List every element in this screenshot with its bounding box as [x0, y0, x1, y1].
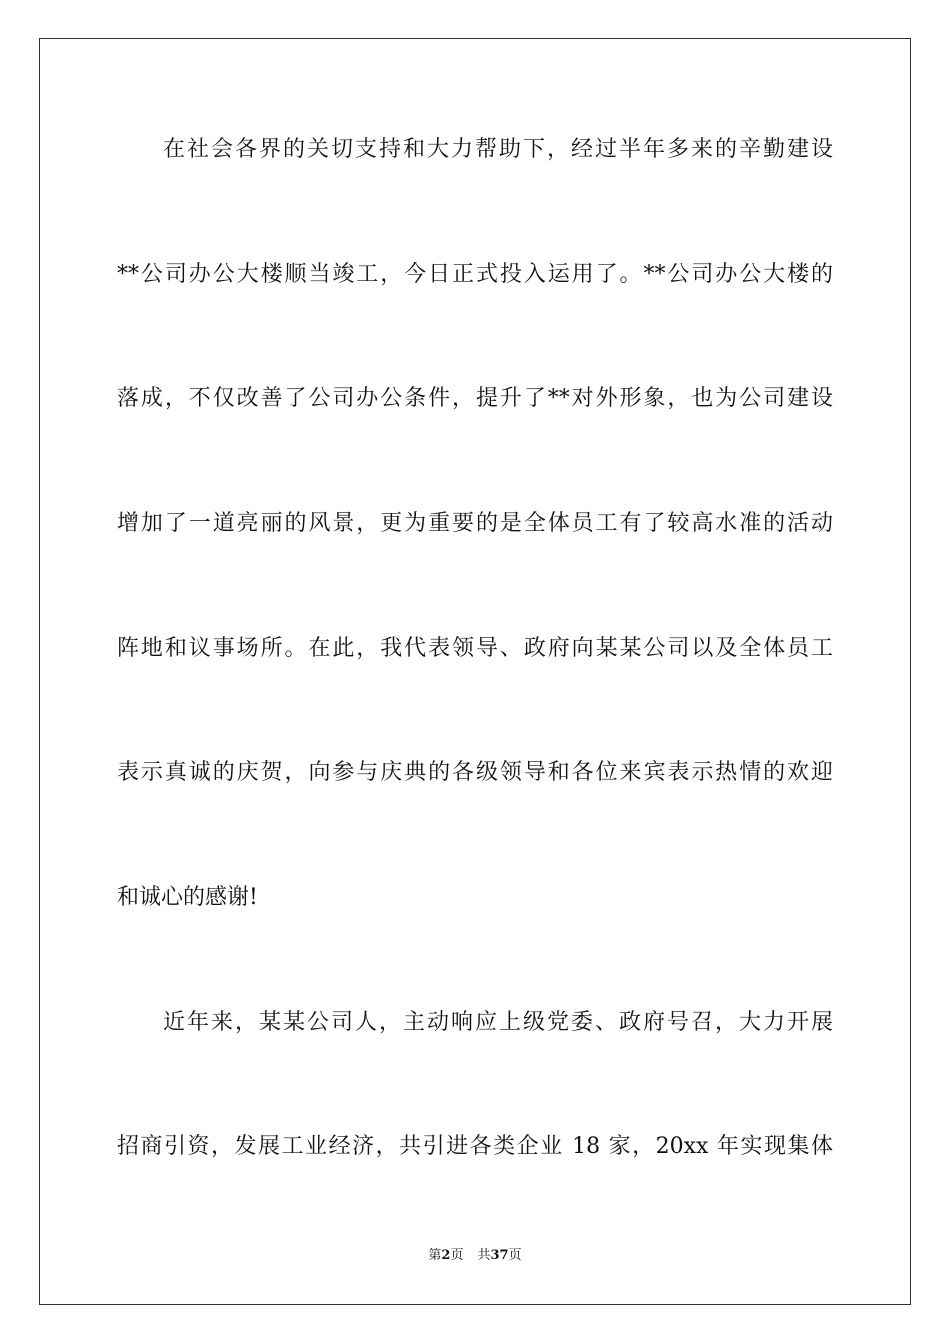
paragraph-1-line-7: 和诚心的感谢! — [117, 885, 258, 910]
page-footer — [0, 1247, 950, 1265]
page-number: 2 — [441, 1248, 451, 1263]
paragraph-2-line-1: 近年来，某某公司人，主动响应上级党委、政府号召，大力开展 — [163, 1010, 833, 1035]
paragraph-1-line-4: 增加了一道亮丽的风景，更为重要的是全体员工有了较高水准的活动 — [117, 511, 833, 536]
total-prefix: 共 — [477, 1248, 491, 1263]
page-prefix: 第 — [428, 1248, 442, 1263]
paragraph-1-line-2: **公司办公大楼顺当竣工，今日正式投入运用了。**公司办公大楼的 — [117, 262, 833, 287]
page-suffix: 页 — [450, 1248, 464, 1263]
total-pages: 37 — [490, 1248, 509, 1263]
paragraph-1-line-6: 表示真诚的庆贺，向参与庆典的各级领导和各位来宾表示热情的欢迎 — [117, 760, 833, 785]
total-suffix: 页 — [508, 1248, 522, 1263]
page-border — [39, 38, 911, 1305]
paragraph-2-line-2: 招商引资，发展工业经济，共引进各类企业 18 家，20xx 年实现集体 — [117, 1134, 833, 1159]
paragraph-1-line-5: 阵地和议事场所。在此，我代表领导、政府向某某公司以及全体员工 — [117, 636, 833, 661]
paragraph-1-line-1: 在社会各界的关切支持和大力帮助下，经过半年多来的辛勤建设 — [163, 137, 833, 162]
paragraph-1-line-3: 落成，不仅改善了公司办公条件，提升了**对外形象，也为公司建设 — [117, 386, 833, 411]
